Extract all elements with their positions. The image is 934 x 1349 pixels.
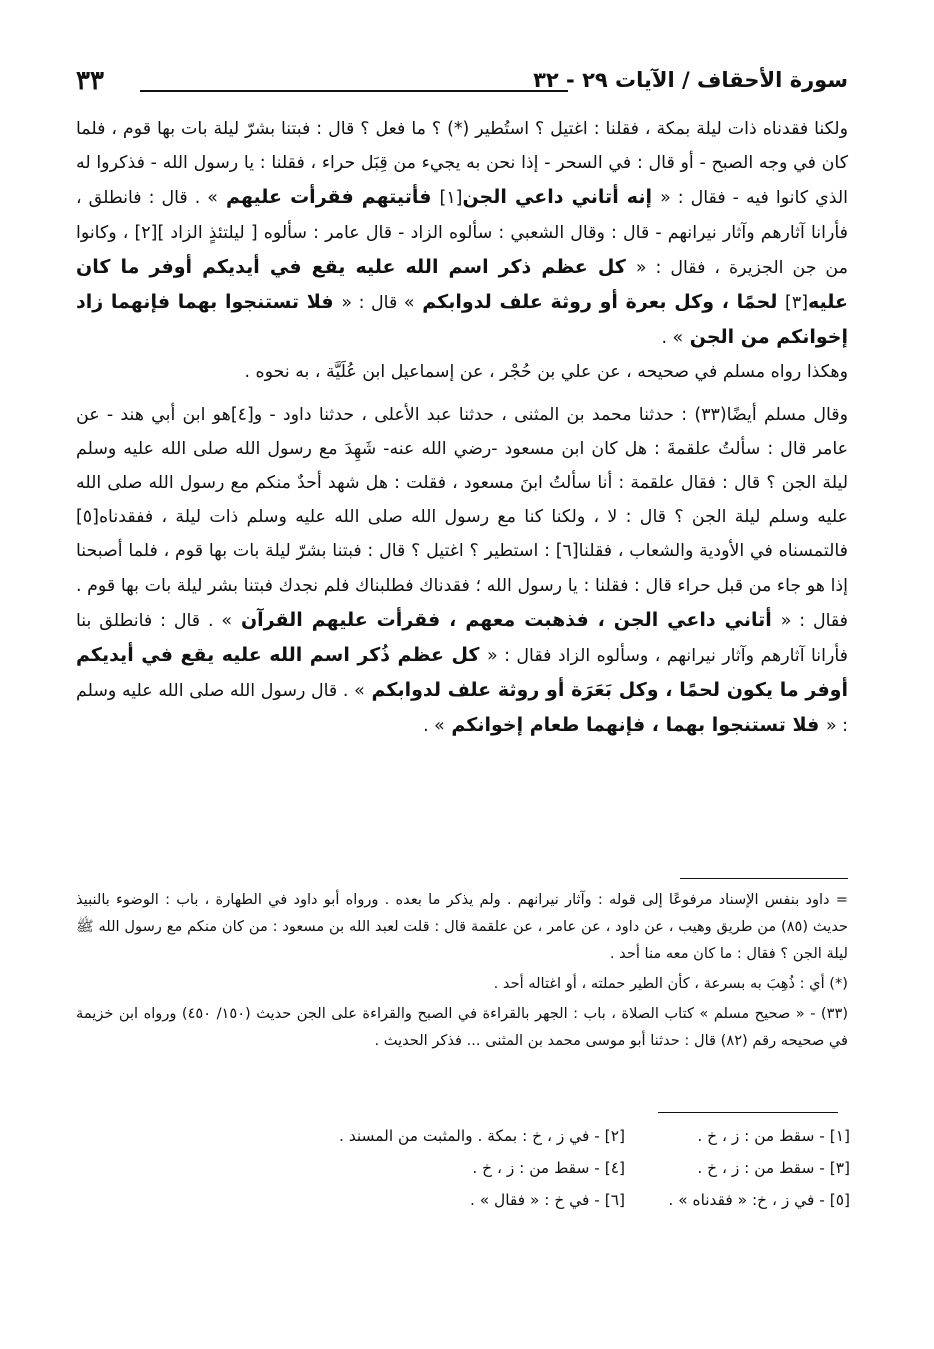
variant-6: [٦] - في خ : « فقال » .	[469, 1191, 625, 1209]
page-number: ٣٣	[76, 66, 104, 96]
hadith-quote: فلا تستنجوا بهما ، فإنهما طعام إخوانكم	[444, 714, 826, 737]
variant-1: [١] - سقط من : ز ، خ .	[697, 1127, 850, 1145]
text-span: » .	[661, 328, 684, 349]
manuscript-variants	[70, 1124, 850, 1212]
variant-ref-6: [٦]	[555, 541, 579, 562]
text-span: : حدثنا محمد بن المثنى ، حدثنا عبد الأعلى ، حدثنا داود - و	[253, 404, 695, 425]
text-span: فالتمسناه في الأودية والشعاب ، فقلنا	[578, 541, 848, 562]
footnote-33: (٣٣) - « صحيح مسلم » كتاب الصلاة ، باب : الجهر بالقراءة في الصبح والقراءة على الجن حديث (١٥٠/ ٤٥٠) ورواه ابن خزيمة في صحيحه رقم (٨٢) قال : حدثنا أبو موسى محمد بن المثنى ... فذكر الحديث .	[76, 1005, 849, 1049]
main-text	[76, 112, 848, 744]
paragraph-1	[76, 112, 848, 355]
footnote-rule	[680, 878, 848, 879]
variant-ref-4: [٤]	[230, 404, 254, 425]
footnote-ref-star: (*)	[447, 119, 470, 139]
hadith-quote: لحمًا ، وكل بعرة أو روثة علف لدوابكم	[414, 291, 786, 314]
hadith-quote: أتاني داعي الجن ، فذهبت معهم ، فقرأت عليهم القرآن	[231, 608, 781, 631]
variant-5: [٥] - في ز ، خ: « فقدناه » .	[668, 1191, 850, 1209]
header-rule	[140, 90, 568, 92]
text-span: » قال : «	[341, 293, 415, 314]
text-span: » . قال : فانطلق بنا فأرانا آثارهم وآثار نيرانهم ، وسألوه الزاد فقال : «	[76, 610, 848, 667]
footnote-continuation: = داود بنفس الإسناد مرفوعًا إلى قوله : وآثار نيرانهم . ولم يذكر ما بعده . ورواه أبو داود في الطهارة ، باب : الوضوء بالنبيذ حديث (٨٥) من طريق وهيب ، عن داود ، عن عامر ، عن علقمة قال : قلت لعبد الله بن مسعود : من كان منكم مع رسول الله ﷺ ليلة الجن ؟ فقال : ما كان معه منا أحد .	[76, 891, 848, 962]
paragraph-3	[76, 398, 848, 744]
text-span: » . قال : فانطلق ، فأرانا آثارهم وآثار نيرانهم - قال : وقال الشعبي : سألوه الزاد - قال عامر : سألوه [ ليلتئذٍ الزاد ]	[76, 188, 848, 243]
hadith-quote: إنه أتاني داعي الجن	[462, 186, 661, 209]
page-header	[76, 66, 848, 106]
footnote-star: (*) أي : ذُهِبَ به بسرعة ، كأن الطير حملته ، أو اغتاله أحد .	[493, 975, 848, 992]
text-span: » . قال رسول الله صلى الله عليه وسلم : «	[76, 681, 848, 737]
variant-4: [٤] - سقط من : ز ، خ .	[472, 1159, 625, 1177]
paragraph-2: وهكذا رواه مسلم في صحيحه ، عن علي بن حُجْر ، عن إسماعيل ابن عُلَيَّة ، به نحوه .	[244, 362, 848, 383]
text-span: هو ابن أبي هند - عن عامر قال : سألتُ علقمةَ : هل كان ابن مسعود -رضي الله عنه- شَهِدَ مع رسول الله صلى الله عليه وسلم ليلة الجن ؟ قال : فقال علقمة : أنا سألتُ ابنَ مسعود ، فقلت : هل شهد أحدٌ منكم مع رسول الله صلى الله عليه وسلم ليلة الجن ؟ قال : لا ، ولكنا كنا مع رسول الله صلى الله عليه وسلم ذات ليلة ، ففقدناه	[76, 404, 848, 528]
variant-ref-5: [٥]	[76, 507, 99, 528]
variant-ref-1: [١]	[439, 188, 463, 209]
text-span: » .	[423, 716, 445, 737]
variants-rule	[658, 1112, 838, 1113]
text-span: ؟ ما فعل ؟ قال : فبتنا بشرّ ليلة بات بها قوم ، فلما كان في وجه الصبح - أو قال : في السحر - إذا نحن به يجيء من قِبَل حراء ، فقلنا : يا رسول الله - فذكروا له الذي كانوا فيه - فقال : «	[76, 119, 848, 209]
text-span: : استطير ؟ اغتيل ؟ قال : فبتنا بشرّ ليلة بات بها قوم ، فلما أصبحنا إذا هو جاء من قبل حراء قال : فقلنا : يا رسول الله ؛ فقدناك فطلبناك فلم نجدك فبتنا بشر ليلة بات بها قوم . فقال : «	[76, 541, 848, 631]
hadith-quote: فلا تستنجوا بهما فإنهما زاد إخوانكم من الجن	[76, 291, 848, 349]
hadith-quote: كل عظم ذكر اسم الله عليه يقع في أيديكم أوفر ما كان عليه	[76, 255, 848, 314]
variant-3: [٣] - سقط من : ز ، خ .	[697, 1159, 850, 1177]
variant-ref-2: [٢]	[134, 222, 158, 243]
text-span: وقال مسلم أيضًا	[726, 404, 848, 425]
running-title: سورة الأحقاف / الآيات ٢٩ - ٣٢	[533, 68, 848, 92]
hadith-quote: كل عظم ذُكر اسم الله عليه يقع في أيديكم أوفر ما يكون لحمًا ، وكل بَعَرَة أو روثة علف لدوابكم	[76, 644, 848, 702]
footnote-ref-33: (٣٣)	[694, 404, 727, 425]
text-span: ، وكانوا من جن الجزيرة ، فقال : «	[76, 222, 848, 278]
footnotes	[76, 886, 848, 1057]
variant-ref-3: [٣]	[785, 293, 808, 314]
text-span: ولكنا فقدناه ذات ليلة بمكة ، فقلنا : اغتيل ؟ استُطير	[469, 119, 848, 139]
hadith-quote: فأتيتهم فقرأت عليهم	[217, 186, 440, 209]
variant-2: [٢] - في ز ، خ : بمكة . والمثبت من المسند .	[339, 1127, 625, 1145]
